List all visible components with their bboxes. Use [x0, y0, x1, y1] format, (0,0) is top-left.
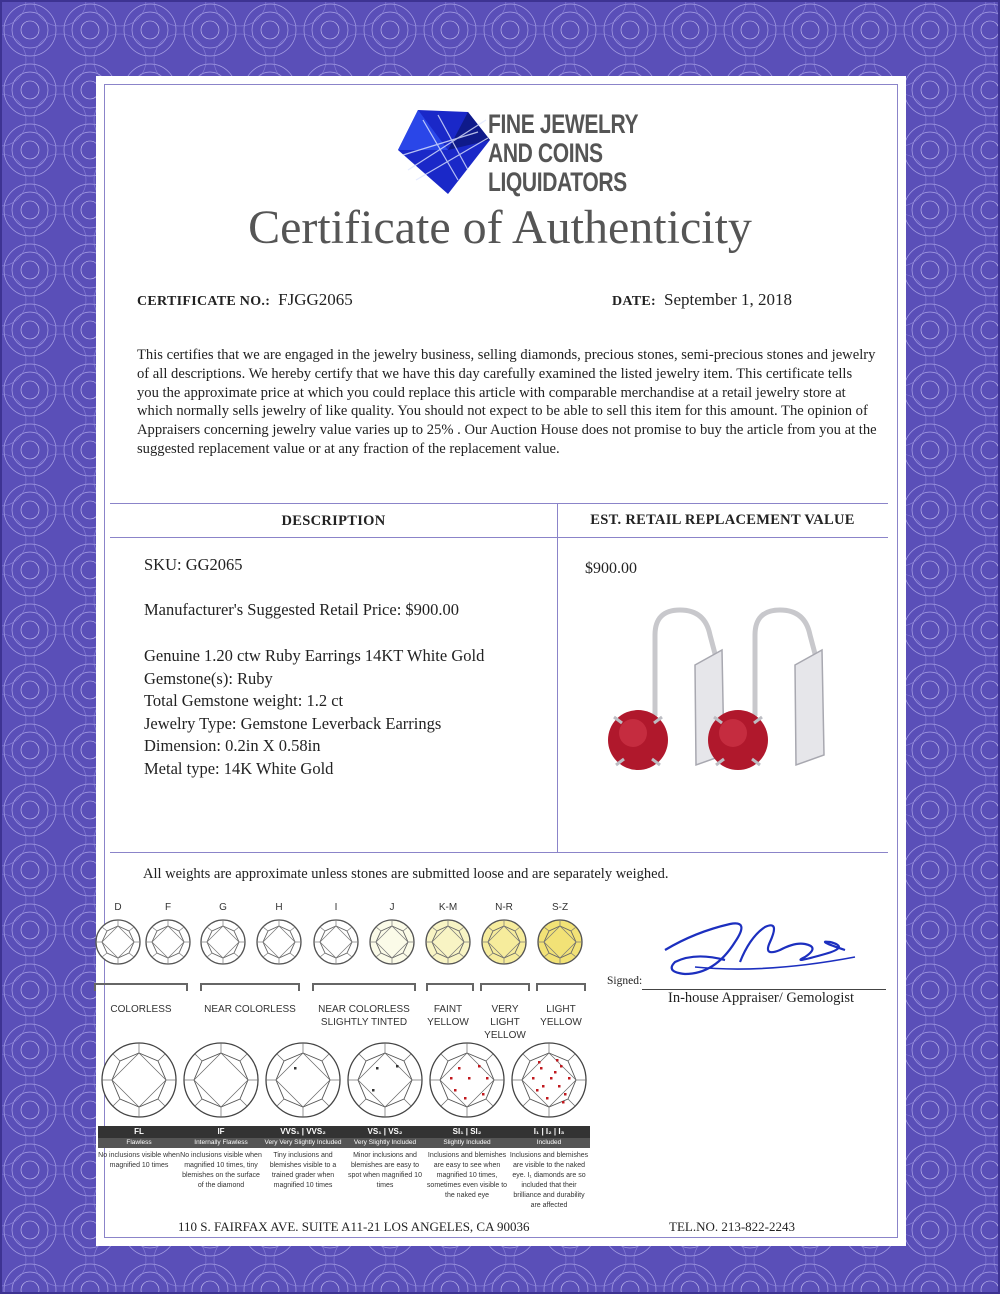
col-value-header: EST. RETAIL REPLACEMENT VALUE — [590, 512, 855, 528]
logo-text — [488, 110, 638, 197]
clarity-grade-description: No inclusions visible when magnified 10 times, tiny blemishes on the surface of the diamond — [180, 1152, 262, 1189]
clarity-grade-name: Very Very Slightly Included — [262, 1138, 344, 1148]
color-grade-label: S-Z — [551, 902, 569, 913]
clarity-grade: FL — [98, 1126, 180, 1138]
clarity-grade-description: Inclusions and blemishes are easy to see when magnified 10 times, sometimes even visible to the naked eye — [426, 1152, 508, 1199]
appraiser-title: In-house Appraiser/ Gemologist — [668, 990, 855, 1006]
signature-image — [655, 912, 865, 982]
clarity-grade-name: Internally Flawless — [180, 1138, 262, 1148]
color-grade-label: D — [114, 902, 122, 913]
clarity-diamond-icon — [510, 1037, 588, 1123]
clarity-diamond-icon — [346, 1037, 424, 1123]
desc-line: Dimension: 0.2in X 0.58in — [144, 736, 321, 755]
signed-label: Signed: — [607, 975, 643, 987]
intro-paragraph: This certifies that we are engaged in the jewelry business, selling diamonds, precious stones, semi-precious stones and jewelry of all descriptions. We hereby certify that we have this day carefully examined the listed jewelry item. This certificate tells you the approximate price at which you could replace this article with comparable merchandise at a retail jewelry store at which normally sells jewelry of like quality. You should not expect to be able to sell this item for this amount. The opinion of Appraisers concerning jewelry value varies up to 25% . Our Auction House does not promise to buy the article from you at the suggested replacement value or at any fraction of the replacement value. — [137, 347, 877, 457]
logo-line-2: AND COINS — [488, 138, 603, 168]
color-group-label: FAINT YELLOW — [427, 1004, 469, 1028]
table-bottom-rule — [110, 852, 888, 853]
color-grade-label: I — [334, 902, 338, 913]
footer-address: 110 S. FAIRFAX AVE. SUITE A11-21 LOS ANGELES, CA 90036 — [178, 1219, 530, 1234]
weights-note: All weights are approximate unless stones are submitted loose and are separately weighed. — [143, 866, 669, 882]
color-diamond-icon — [368, 918, 416, 966]
certificate-no-label: CERTIFICATE NO.: — [137, 294, 271, 309]
color-grade-label: N-R — [495, 902, 513, 913]
color-group-label: LIGHT YELLOW — [540, 1004, 582, 1028]
clarity-grade-name: Very Slightly Included — [344, 1138, 426, 1148]
clarity-diamond-icon — [182, 1037, 260, 1123]
desc-line: Total Gemstone weight: 1.2 ct — [144, 691, 344, 710]
col-description-header: DESCRIPTION — [281, 513, 386, 529]
clarity-grade-description: Tiny inclusions and blemishes visible to a trained grader when magnified 10 times — [269, 1152, 337, 1189]
certificate-no-value: FJGG2065 — [278, 290, 353, 309]
clarity-grade-description: No inclusions visible when magnified 10 times — [98, 1152, 180, 1169]
color-grade-label: F — [164, 902, 172, 913]
color-group-label: NEAR COLORLESS SLIGHTLY TINTED — [318, 1004, 410, 1028]
color-diamond-icon — [94, 918, 142, 966]
color-group-label: NEAR COLORLESS — [204, 1004, 296, 1015]
date-label: DATE: — [612, 294, 657, 309]
clarity-grade-name: Slightly Included — [426, 1138, 508, 1148]
clarity-diamond-icon — [428, 1037, 506, 1123]
color-grade-label: J — [389, 902, 395, 913]
color-diamond-icon — [312, 918, 360, 966]
color-group-label: VERY LIGHT YELLOW — [484, 1004, 526, 1041]
clarity-grade-description: Inclusions and blemishes are visible to the naked eye. I₁ diamonds are so included that their brilliance and durability are affected — [509, 1152, 589, 1209]
certificate-number — [137, 290, 353, 310]
color-grade-label: K-M — [438, 902, 458, 913]
retail-value: $900.00 — [585, 560, 637, 577]
color-diamond-icon — [536, 918, 584, 966]
certificate-date — [612, 290, 792, 310]
clarity-grade-description: Minor inclusions and blemishes are easy to spot when magnified 10 times — [348, 1152, 422, 1189]
clarity-grade: SI₁ | SI₂ — [426, 1126, 508, 1138]
clarity-grade: VS₁ | VS₂ — [344, 1126, 426, 1138]
desc-line: Metal type: 14K White Gold — [144, 758, 334, 778]
color-group-label: COLORLESS — [110, 1004, 172, 1015]
desc-line: Genuine 1.20 ctw Ruby Earrings 14KT White Gold — [144, 646, 485, 665]
color-grade-label: G — [219, 902, 227, 913]
sku: SKU: GG2065 — [144, 555, 243, 574]
table-top-rule — [110, 503, 888, 504]
color-diamond-icon — [199, 918, 247, 966]
clarity-grade: I₁ | I₂ | I₃ — [508, 1126, 590, 1138]
msrp: Manufacturer's Suggested Retail Price: $900.00 — [144, 600, 460, 619]
color-diamond-icon — [144, 918, 192, 966]
ruby-earrings-image — [600, 605, 840, 800]
page-title: Certificate of Authenticity — [248, 201, 752, 254]
clarity-diamond-icon — [264, 1037, 342, 1123]
footer-telephone: TEL.NO. 213-822-2243 — [669, 1219, 796, 1234]
color-diamond-icon — [255, 918, 303, 966]
color-scale-bar — [94, 983, 588, 991]
clarity-grade: VVS₁ | VVS₂ — [262, 1126, 344, 1138]
desc-line: Gemstone(s): Ruby — [144, 668, 273, 688]
desc-line: Jewelry Type: Gemstone Leverback Earrings — [144, 713, 442, 733]
gem-logo-icon — [398, 110, 490, 194]
color-grade-label: H — [275, 902, 283, 913]
date-value: September 1, 2018 — [664, 290, 792, 309]
logo-line-1: FINE JEWELRY — [488, 109, 639, 139]
clarity-diamond-icon — [100, 1037, 178, 1123]
clarity-grade-name: Included — [508, 1138, 590, 1148]
clarity-grade-name: Flawless — [98, 1138, 180, 1148]
color-diamond-icon — [480, 918, 528, 966]
table-divider — [557, 503, 558, 852]
clarity-grade: IF — [180, 1126, 262, 1138]
logo-line-3: LIQUIDATORS — [488, 167, 627, 197]
table-header-rule — [110, 537, 888, 538]
description-lines — [144, 645, 484, 780]
color-diamond-icon — [424, 918, 472, 966]
